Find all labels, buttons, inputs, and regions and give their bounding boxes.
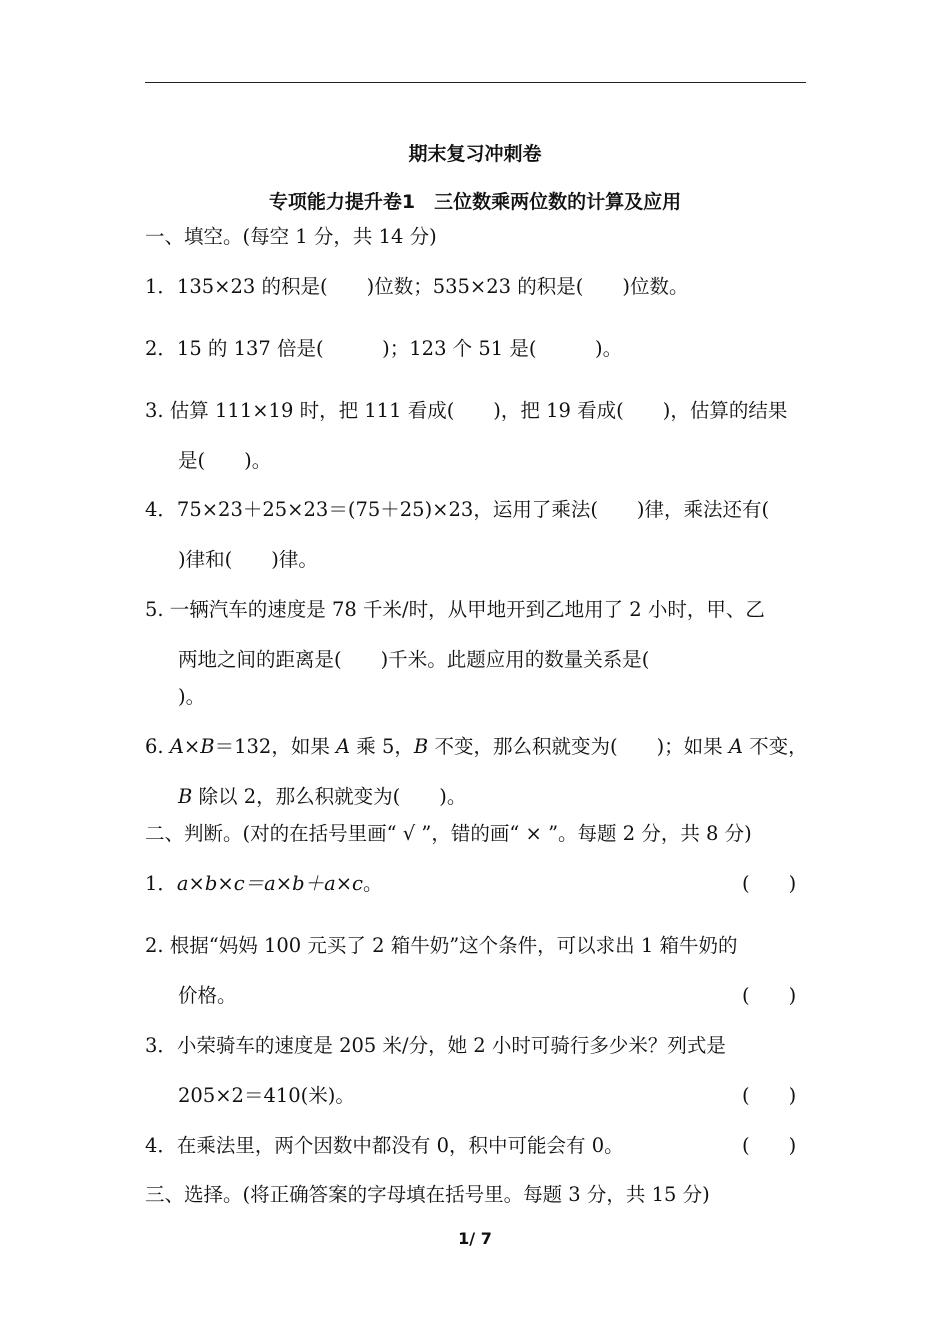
- header-rule: [145, 82, 806, 83]
- question-1-1: 1．135×23 的积是( )位数；535×23 的积是( )位数。: [145, 275, 689, 298]
- question-2-2-line1: 2. 根据“妈妈 100 元买了 2 箱牛奶”这个条件，可以求出 1 箱牛奶的: [145, 934, 738, 957]
- question-2-1: 1．a×b×c＝a×b＋a×c。: [145, 872, 383, 895]
- section3-heading: 三、选择。(将正确答案的字母填在括号里。每题 3 分，共 15 分): [145, 1183, 710, 1206]
- question-1-3-line1: 3. 估算 111×19 时，把 111 看成( )，把 19 看成( )，估算的结果: [145, 399, 788, 422]
- page-subtitle: 专项能力提升卷1 三位数乘两位数的计算及应用: [268, 191, 682, 213]
- section1-heading: 一、填空。(每空 1 分，共 14 分): [145, 225, 437, 248]
- question-1-6-line2: B 除以 2，那么积就变为( )。: [178, 785, 467, 808]
- page-number: 1/ 7: [458, 1229, 492, 1248]
- section2-heading: 二、判断。(对的在括号里画“ √ ”，错的画“ × ”。每题 2 分，共 8 分): [145, 822, 752, 845]
- question-1-5-line3: )。: [178, 685, 206, 708]
- question-1-4-line2: )律和( )律。: [178, 548, 318, 571]
- answer-paren-2-1: ( ): [742, 872, 797, 895]
- question-1-4-line1: 4．75×23＋25×23＝(75＋25)×23，运用了乘法( )律，乘法还有(: [145, 498, 770, 521]
- question-1-5-line2: 两地之间的距离是( )千米。此题应用的数量关系是(: [178, 648, 650, 671]
- question-1-3-line2: 是( )。: [178, 449, 272, 472]
- question-1-5-line1: 5. 一辆汽车的速度是 78 千米/时，从甲地开到乙地用了 2 小时，甲、乙: [145, 598, 765, 621]
- question-2-3-line2: 205×2＝410(米)。: [178, 1084, 355, 1107]
- page-title: 期末复习冲刺卷: [408, 143, 542, 165]
- question-2-3-line1: 3．小荣骑车的速度是 205 米/分，她 2 小时可骑行多少米？列式是: [145, 1034, 726, 1057]
- question-1-2: 2．15 的 137 倍是( )；123 个 51 是( )。: [145, 337, 623, 360]
- answer-paren-2-2: ( ): [742, 984, 797, 1007]
- question-1-6-line1: 6. A×B＝132，如果 A 乘 5，B 不变，那么积就变为( )；如果 A 不变，: [145, 735, 808, 758]
- question-2-2-line2: 价格。: [178, 984, 237, 1007]
- answer-paren-2-4: ( ): [742, 1134, 797, 1157]
- answer-paren-2-3: ( ): [742, 1084, 797, 1107]
- question-2-4: 4．在乘法里，两个因数中都没有 0，积中可能会有 0。: [145, 1134, 624, 1157]
